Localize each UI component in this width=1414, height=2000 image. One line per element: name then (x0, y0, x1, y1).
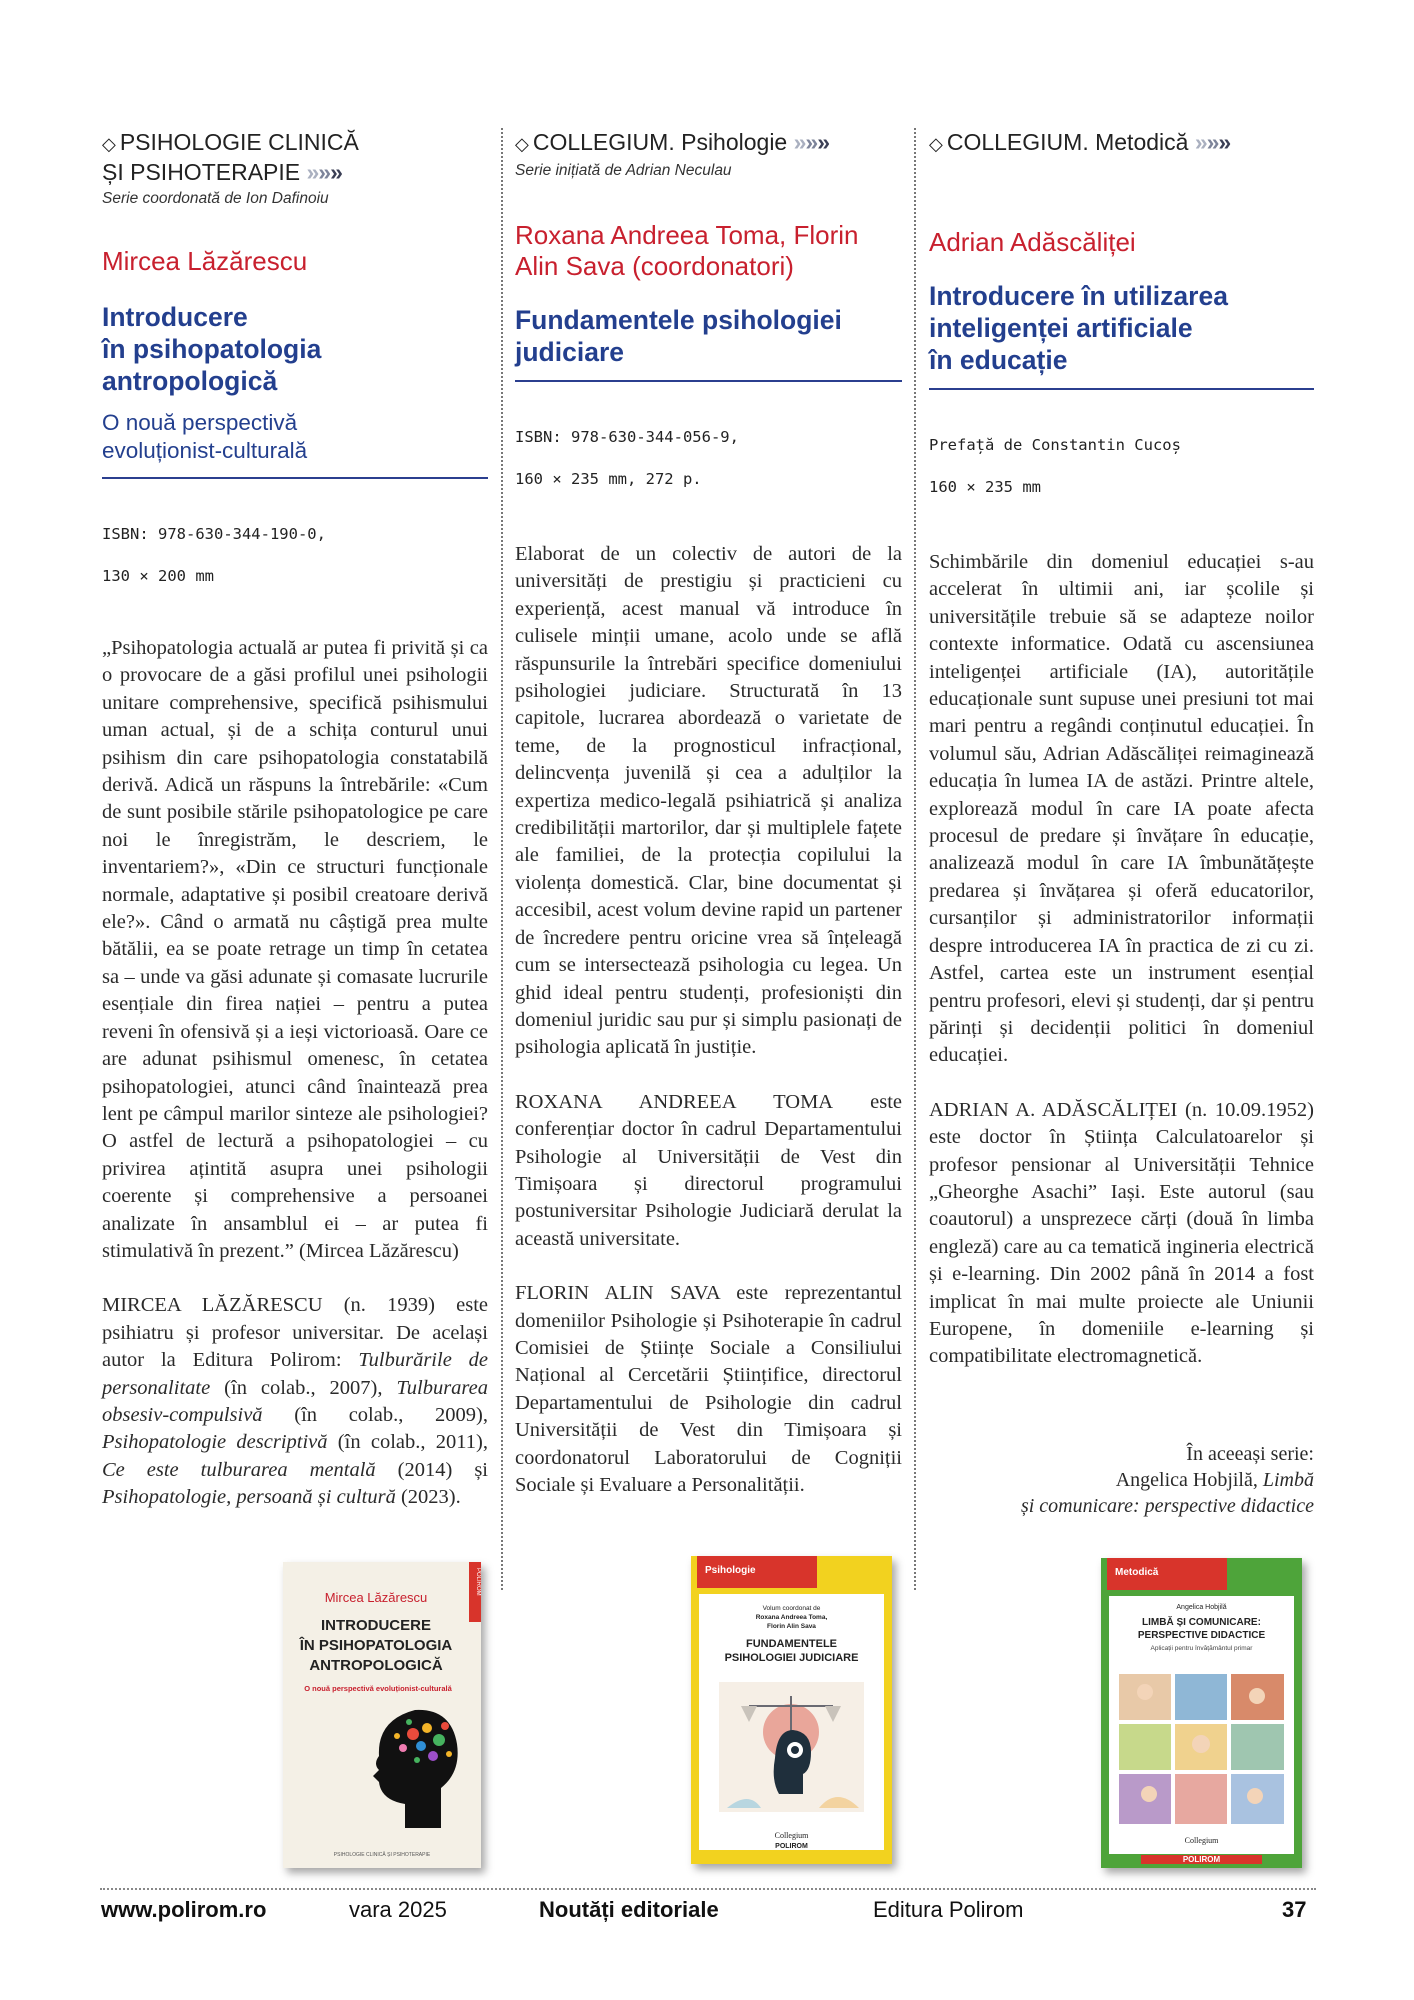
book-meta: ISBN: 978-630-344-190-0, 130 × 200 mm (102, 525, 326, 585)
column-3 (929, 128, 1314, 1519)
footer-season: vara 2025 (349, 1897, 447, 1922)
series-coordinator: Serie inițiată de Adrian Neculau (515, 162, 732, 179)
cover-inner-panel: Volum coordonat de Roxana Andreea Toma, Florin Alin Sava FUNDAMENTELE PSIHOLOGIEI JUDICIARE Collegium POLIROM (699, 1594, 884, 1850)
author-bio: FLORIN ALIN SAVA este reprezentantul domeniilor Psihologie și Psihoterapie în cadrul Comisiei de Științe Sociale a Consiliului Național al Cercetării Științifice, directorul Departamentului de Psihologie din cadrul Universității de Vest din Timișoara și coordonatorul Laboratorului de Cogniții Sociale și Evaluare a Personalității. (515, 1282, 902, 1496)
book-cover-limba-si-comunicare[interactable]: Metodică Angelica Hobjilă LIMBĂ ȘI COMUNICARE: PERSPECTIVE DIDACTICE Aplicații pentru învățământul primar Collegium POLIROM (1101, 1558, 1302, 1868)
author-bio: ADRIAN A. ADĂSCĂLIȚEI (n. 10.09.1952) este doctor în Știința Calculatoarelor și profesor pensionar al Universității Tehnice „Gheorghe Asachi” Iași. Este autorul (sau coautorul) a unsprezece cărți (două în limba engleză) care au ca tematică ingineria electrică și e-learning. Din 2002 până în 2014 a fost implicat în mai multe proiecte ale Uniunii Europene, în domeniile e-learning și compatibilitate electromagnetică. (929, 1098, 1314, 1368)
book-title: Introducere în utilizarea inteligenței artificiale în educație (929, 281, 1228, 375)
justice-illustration (719, 1682, 864, 1812)
triple-chevron-icon: »»» (306, 159, 342, 185)
book-subtitle: O nouă perspectivă evoluționist-culturală (102, 410, 308, 463)
footer-section: Noutăți editoriale (539, 1897, 719, 1922)
diamond-icon: ◇ (929, 134, 943, 154)
book-author: Mircea Lăzărescu (102, 246, 308, 276)
triple-chevron-icon: »»» (793, 129, 830, 155)
cover-inner-panel: Angelica Hobjilă LIMBĂ ȘI COMUNICARE: PERSPECTIVE DIDACTICE Aplicații pentru învățământul primar Collegium (1109, 1596, 1294, 1854)
series-heading: ◇ COLLEGIUM. Psihologie »»» (515, 129, 830, 155)
book-meta: ISBN: 978-630-344-056-9, 160 × 235 mm, 272 p. (515, 428, 739, 488)
footer-publisher: Editura Polirom (873, 1897, 1024, 1922)
column-2 (515, 128, 902, 1499)
diamond-icon: ◇ (102, 134, 116, 154)
cover-band: Psihologie (697, 1556, 817, 1588)
footer-divider (100, 1888, 1316, 1890)
book-meta: Prefață de Constantin Cucoș 160 × 235 mm (929, 436, 1181, 496)
children-photo-collage (1119, 1674, 1284, 1824)
cover-title: FUNDAMENTELE PSIHOLOGIEI JUDICIARE (724, 1638, 859, 1664)
cover-band: Metodică (1107, 1558, 1227, 1590)
cover-title: LIMBĂ ȘI COMUNICARE: PERSPECTIVE DIDACTICE (1137, 1617, 1266, 1641)
series-coordinator: Serie coordonată de Ion Dafinoiu (102, 190, 329, 207)
column-separator (501, 128, 503, 1590)
title-divider (929, 388, 1314, 390)
cover-coordinators: Volum coordonat de Roxana Andreea Toma, Florin Alin Sava (755, 1605, 828, 1630)
page-number: 37 (1282, 1897, 1307, 1922)
book-cover-psihologie-judiciara[interactable] (691, 1556, 892, 1864)
book-description: Schimbările din domeniul educației s-au accelerat în ultimii ani, iar școlile și universitățile trebuie să se adapteze noilor contexte informatice. Odată cu ascensiunea inteligenței artificiale (IA), autoritățile educaționale sunt supuse unei presiuni tot mai mari pentru a regândi conținutul educației. În volumul său, Adrian Adăscăliței reimaginează educația în lumea IA de astăzi. Printre altele, explorează modul în care IA poate afecta procesul de predare și învățare în educație, analizează modul în care IA îmbunătățește predarea și învățarea și oferă educatorilor, cursanților și administratorilor informații despre introducerea IA în practica de zi cu zi. Astfel, cartea este un instrument esențial pentru profesori, elevi și studenți, dar și pentru părinți și decidenții politici în domeniul educației. ADRIAN A. ADĂSCĂLIȚEI (n. 10.09.1952) este doctor în Știința Calculatoarelor și profesor pensionar al Universității Tehnice „Gheorghe Asachi” Iași. Este autorul (sau coautorul) a unsprezece cărți (două în limba engleză) care au ca tematică ingineria electrică și e-learning. Din 2002 până în 2014 a fost implicat în mai multe proiecte ale Uniunii Europene, în domeniile e-learning și compatibilitate electromagnetică. (929, 549, 1314, 1371)
same-series-note: În aceeași serie: Angelica Hobjilă, Limbă și comunicare: perspective didactice (1020, 1442, 1314, 1517)
book-author: Roxana Andreea Toma, Florin Alin Sava (coordonatori) (515, 220, 859, 281)
series-heading: ◇ COLLEGIUM. Metodică »»» (929, 129, 1231, 155)
book-title: Fundamentele psihologiei judiciare (515, 305, 842, 367)
title-divider (102, 477, 488, 479)
book-description: „Psihopatologia actuală ar putea fi privită și ca o provocare de a găsi profilul unei psihologii unitare comprehensive, specifică psihismului uman actual, și de a schița conturul unui psihism din care psihopatologia constatabilă derivă. Adică un răspuns la întrebările: «Cum de sunt posibile stările psihopatologice pe care noi le înregistrăm, le descriem, le inventariem?», «Din ce structuri funcționale normale, adaptative și posibil creatoare derivă ele?». Când o armată nu câștigă prea multe bătălii, ea se poate retrage un timp în cetatea sa – unde va găsi adunate și comasate lucrurile esențiale din firea nației – pentru a putea reveni în ofensivă și a ieși victorioasă. Oare ce are adunat psihismul omenesc, în cetatea psihopatologiei, atunci când înaintează prea lent pe câmpul marilor sinteze ale psihologiei? O astfel de lectură a psihopatologiei – cu privirea ațintită asupra unei psihologii coerente și comprehensive a persoanei analizate în ansamblul ei – ar putea fi stimulativă în prezent.” (Mircea Lăzărescu) MIRCEA LĂZĂRESCU (n. 1939) este psihiatru și profesor universitar. De același autor la Editura Polirom: Tulburările de personalitate (în colab., 2007), Tulburarea obsesiv-compulsivă (în colab., 2009), Psihopatologie descriptivă (în colab., 2011), Ce este tulburarea mentală (2014) și Psihopatologie, persoană și cultură (2023). (102, 635, 488, 1512)
column-separator (914, 128, 916, 1590)
book-cover-psihopatologia[interactable]: POLIROM Mircea Lăzărescu INTRODUCERE ÎN PSIHOPATOLOGIA ANTROPOLOGICĂ O nouă perspectivă evoluționist-culturală PSIHOLOGIE CLINICĂ ȘI PSIHOTERAPIE (283, 1562, 481, 1868)
cover-title: INTRODUCERE ÎN PSIHOPATOLOGIA ANTROPOLOGICĂ (299, 1617, 453, 1674)
head-silhouette-illustration (363, 1700, 463, 1830)
column-1 (102, 128, 488, 1512)
series-heading: ◇ PSIHOLOGIE CLINICĂ ȘI PSIHOTERAPIE »»» (102, 129, 359, 185)
author-bio: ROXANA ANDREEA TOMA este conferențiar doctor în cadrul Departamentului Psihologie al Universității de Vest din Timișoara și directorul programului postuniversitar Psihologie Judiciară derulat la această universitate. (515, 1090, 902, 1250)
book-author: Adrian Adăscăliței (929, 227, 1136, 257)
diamond-icon: ◇ (515, 134, 529, 154)
book-description: Elaborat de un colectiv de autori de la universități de prestigiu și practicieni cu experiență, acest manual vă introduce în culisele minții umane, acolo unde se află răspunsurile la întrebări specifice domeniului psihologiei judiciare. Structurată în 13 capitole, lucrarea abordează o varietate de teme, de la prognosticul infracțional, delincvența juvenilă și cea a adulților la expertiza medico-legală psihiatrică și analiza credibilității martorilor, dar și multiplele fațete ale familiei, de la protecția copilului la violența domestică. Clar, bine documentat și accesibil, acest volum devine rapid un partener de încredere pentru oricine vrea să înțeleagă cum se intersectează psihologia cu legea. Un ghid ideal pentru studenți, profesioniști din domeniul juridic sau pur și simplu pasionați de psihologia aplicată în justiție. ROXANA ANDREEA TOMA este conferențiar doctor în cadrul Departamentului Psihologie al Universității de Vest din Timișoara și directorul programului postuniversitar Psihologie Judiciară derulat la această universitate. FLORIN ALIN SAVA este reprezentantul domeniilor Psihologie și Psihoterapie în cadrul Comisiei de Științe Sociale a Consiliului Național al Cercetării Științifice, directorul Departamentului de Psihologie din cadrul Universității de Vest din Timișoara și coordonatorul Laboratorului de Cogniții Sociale și Evaluare a Personalității. (515, 541, 902, 1499)
book-title: Introducere în psihopatologia antropologică (102, 302, 322, 396)
triple-chevron-icon: »»» (1194, 129, 1231, 155)
footer-website[interactable]: www.polirom.ro (101, 1897, 267, 1922)
title-divider (515, 380, 902, 382)
author-bio: MIRCEA LĂZĂRESCU (n. 1939) este psihiatru și profesor universitar. De același autor la Editura Polirom: Tulburările de personalitate (în colab., 2007), Tulburarea obsesiv-compulsivă (în colab., 2009), Psihopatologie descriptivă (în colab., 2011), Ce este tulburarea mentală (2014) și Psihopatologie, persoană și cultură (2023). (102, 1294, 489, 1509)
